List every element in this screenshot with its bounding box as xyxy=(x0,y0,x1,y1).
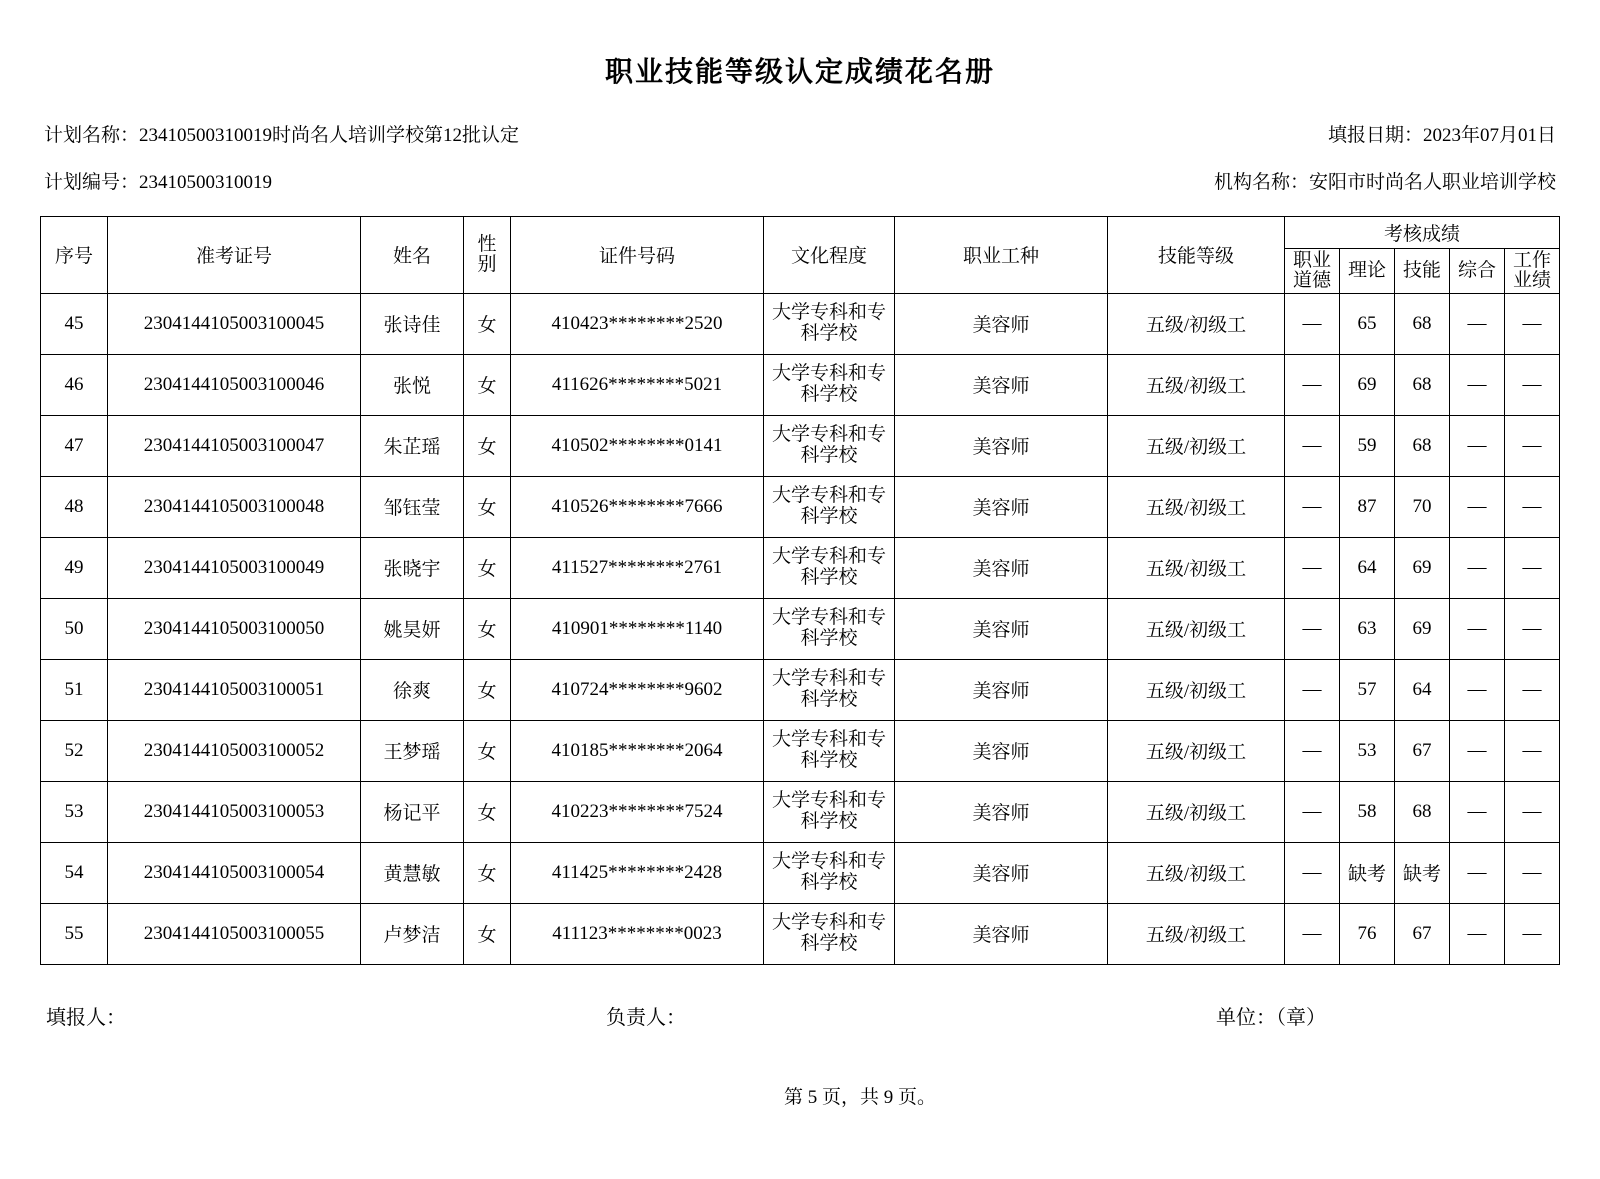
cell-occupation: 美容师 xyxy=(895,842,1108,903)
cell-skill: 70 xyxy=(1395,476,1450,537)
cell-education: 大学专科和专科学校 xyxy=(764,537,895,598)
table-row xyxy=(41,293,1560,354)
cell-skill: 64 xyxy=(1395,659,1450,720)
cell-ethic: — xyxy=(1285,354,1340,415)
page-number: 第 5 页，共 9 页。 xyxy=(783,1086,936,1108)
th-exam-group: 考核成绩 xyxy=(1285,217,1560,249)
cell-occupation: 美容师 xyxy=(895,537,1108,598)
cell-level: 五级/初级工 xyxy=(1108,415,1285,476)
roster-table xyxy=(40,216,1560,965)
table-row xyxy=(41,781,1560,842)
cell-name: 徐爽 xyxy=(361,659,464,720)
cell-education: 大学专科和专科学校 xyxy=(764,903,895,964)
cell-name: 张晓宇 xyxy=(361,537,464,598)
table-row xyxy=(41,354,1560,415)
th-education: 文化程度 xyxy=(764,217,895,294)
cell-level: 五级/初级工 xyxy=(1108,293,1285,354)
cell-admit-no: 2304144105003100048 xyxy=(108,476,361,537)
table-row xyxy=(41,720,1560,781)
cell-performance: — xyxy=(1505,598,1560,659)
cell-ethic: — xyxy=(1285,903,1340,964)
cell-comprehensive: — xyxy=(1450,293,1505,354)
cell-theory: 63 xyxy=(1340,598,1395,659)
cell-name: 卢梦洁 xyxy=(361,903,464,964)
cell-id-no: 411425********2428 xyxy=(511,842,764,903)
cell-ethic: — xyxy=(1285,659,1340,720)
cell-ethic: — xyxy=(1285,842,1340,903)
cell-level: 五级/初级工 xyxy=(1108,354,1285,415)
cell-performance: — xyxy=(1505,476,1560,537)
cell-sex: 女 xyxy=(464,537,511,598)
cell-admit-no: 2304144105003100053 xyxy=(108,781,361,842)
cell-sex: 女 xyxy=(464,293,511,354)
table-row xyxy=(41,842,1560,903)
document-page xyxy=(0,50,1600,1179)
cell-ethic: — xyxy=(1285,293,1340,354)
cell-skill: 68 xyxy=(1395,354,1450,415)
table-header xyxy=(41,217,1560,294)
cell-admit-no: 2304144105003100054 xyxy=(108,842,361,903)
cell-occupation: 美容师 xyxy=(895,354,1108,415)
cell-sex: 女 xyxy=(464,781,511,842)
cell-education: 大学专科和专科学校 xyxy=(764,354,895,415)
cell-skill: 67 xyxy=(1395,720,1450,781)
cell-comprehensive: — xyxy=(1450,720,1505,781)
header-row-1 xyxy=(41,217,1560,249)
signature-row xyxy=(40,1001,1560,1030)
cell-education: 大学专科和专科学校 xyxy=(764,293,895,354)
cell-skill: 67 xyxy=(1395,903,1450,964)
meta-row-top xyxy=(40,120,1560,147)
cell-occupation: 美容师 xyxy=(895,293,1108,354)
cell-seq: 46 xyxy=(41,354,108,415)
cell-name: 邹钰莹 xyxy=(361,476,464,537)
cell-theory: 53 xyxy=(1340,720,1395,781)
cell-occupation: 美容师 xyxy=(895,598,1108,659)
cell-performance: — xyxy=(1505,842,1560,903)
table-row xyxy=(41,537,1560,598)
cell-admit-no: 2304144105003100050 xyxy=(108,598,361,659)
leader-label: 负责人： xyxy=(606,1006,686,1029)
cell-seq: 54 xyxy=(41,842,108,903)
cell-id-no: 410526********7666 xyxy=(511,476,764,537)
cell-ethic: — xyxy=(1285,476,1340,537)
cell-name: 张诗佳 xyxy=(361,293,464,354)
meta-row-bottom xyxy=(40,167,1560,194)
cell-performance: — xyxy=(1505,354,1560,415)
cell-education: 大学专科和专科学校 xyxy=(764,659,895,720)
page-title: 职业技能等级认定成绩花名册 xyxy=(604,56,995,87)
cell-id-no: 410502********0141 xyxy=(511,415,764,476)
cell-name: 杨记平 xyxy=(361,781,464,842)
cell-ethic: — xyxy=(1285,781,1340,842)
organization-value: 安阳市时尚名人职业培训学校 xyxy=(1308,172,1556,193)
plan-number xyxy=(44,167,272,194)
cell-skill: 69 xyxy=(1395,598,1450,659)
cell-sex: 女 xyxy=(464,903,511,964)
cell-education: 大学专科和专科学校 xyxy=(764,720,895,781)
cell-ethic: — xyxy=(1285,720,1340,781)
cell-sex: 女 xyxy=(464,598,511,659)
cell-theory: 缺考 xyxy=(1340,842,1395,903)
cell-admit-no: 2304144105003100049 xyxy=(108,537,361,598)
cell-comprehensive: — xyxy=(1450,842,1505,903)
report-date-label: 填报日期： xyxy=(1327,125,1423,146)
cell-seq: 55 xyxy=(41,903,108,964)
th-skill: 技能 xyxy=(1395,249,1450,294)
organization xyxy=(1214,167,1556,194)
cell-performance: — xyxy=(1505,781,1560,842)
cell-id-no: 411626********5021 xyxy=(511,354,764,415)
cell-level: 五级/初级工 xyxy=(1108,903,1285,964)
cell-performance: — xyxy=(1505,537,1560,598)
unit-seal-label: 单位：（章） xyxy=(1216,1006,1326,1029)
cell-id-no: 410185********2064 xyxy=(511,720,764,781)
cell-theory: 57 xyxy=(1340,659,1395,720)
th-performance: 工作 业绩 xyxy=(1505,249,1560,294)
table-row xyxy=(41,476,1560,537)
cell-seq: 48 xyxy=(41,476,108,537)
cell-ethic: — xyxy=(1285,598,1340,659)
cell-education: 大学专科和专科学校 xyxy=(764,415,895,476)
th-name: 姓名 xyxy=(361,217,464,294)
cell-education: 大学专科和专科学校 xyxy=(764,842,895,903)
cell-seq: 49 xyxy=(41,537,108,598)
cell-skill: 缺考 xyxy=(1395,842,1450,903)
cell-name: 姚昊妍 xyxy=(361,598,464,659)
cell-skill: 68 xyxy=(1395,293,1450,354)
cell-theory: 87 xyxy=(1340,476,1395,537)
th-level: 技能等级 xyxy=(1108,217,1285,294)
cell-sex: 女 xyxy=(464,659,511,720)
cell-performance: — xyxy=(1505,659,1560,720)
cell-seq: 50 xyxy=(41,598,108,659)
cell-ethic: — xyxy=(1285,415,1340,476)
cell-sex: 女 xyxy=(464,720,511,781)
cell-theory: 76 xyxy=(1340,903,1395,964)
cell-education: 大学专科和专科学校 xyxy=(764,781,895,842)
plan-name-label: 计划名称： xyxy=(44,125,140,146)
th-id-no: 证件号码 xyxy=(511,217,764,294)
table-row xyxy=(41,903,1560,964)
cell-sex: 女 xyxy=(464,476,511,537)
cell-education: 大学专科和专科学校 xyxy=(764,598,895,659)
cell-occupation: 美容师 xyxy=(895,781,1108,842)
cell-skill: 68 xyxy=(1395,415,1450,476)
cell-occupation: 美容师 xyxy=(895,903,1108,964)
cell-level: 五级/初级工 xyxy=(1108,781,1285,842)
cell-performance: — xyxy=(1505,903,1560,964)
cell-name: 王梦瑶 xyxy=(361,720,464,781)
plan-name xyxy=(44,120,519,147)
cell-theory: 59 xyxy=(1340,415,1395,476)
table-body xyxy=(41,293,1560,964)
cell-sex: 女 xyxy=(464,354,511,415)
th-theory: 理论 xyxy=(1340,249,1395,294)
cell-admit-no: 2304144105003100047 xyxy=(108,415,361,476)
organization-label: 机构名称： xyxy=(1213,172,1309,193)
cell-education: 大学专科和专科学校 xyxy=(764,476,895,537)
cell-seq: 45 xyxy=(41,293,108,354)
th-sex: 性 别 xyxy=(464,217,511,294)
cell-admit-no: 2304144105003100052 xyxy=(108,720,361,781)
cell-admit-no: 2304144105003100046 xyxy=(108,354,361,415)
cell-comprehensive: — xyxy=(1450,476,1505,537)
cell-comprehensive: — xyxy=(1450,659,1505,720)
report-date xyxy=(1328,120,1556,147)
report-date-value: 2023年07月01日 xyxy=(1422,125,1556,146)
cell-seq: 53 xyxy=(41,781,108,842)
th-admit-no: 准考证号 xyxy=(108,217,361,294)
cell-seq: 52 xyxy=(41,720,108,781)
cell-id-no: 410223********7524 xyxy=(511,781,764,842)
cell-name: 黄慧敏 xyxy=(361,842,464,903)
cell-performance: — xyxy=(1505,415,1560,476)
cell-level: 五级/初级工 xyxy=(1108,842,1285,903)
cell-id-no: 410423********2520 xyxy=(511,293,764,354)
table-row xyxy=(41,598,1560,659)
cell-level: 五级/初级工 xyxy=(1108,476,1285,537)
cell-level: 五级/初级工 xyxy=(1108,720,1285,781)
cell-comprehensive: — xyxy=(1450,537,1505,598)
plan-number-label: 计划编号： xyxy=(44,172,140,193)
cell-comprehensive: — xyxy=(1450,781,1505,842)
cell-comprehensive: — xyxy=(1450,903,1505,964)
cell-admit-no: 2304144105003100051 xyxy=(108,659,361,720)
cell-comprehensive: — xyxy=(1450,354,1505,415)
cell-id-no: 411123********0023 xyxy=(511,903,764,964)
cell-admit-no: 2304144105003100055 xyxy=(108,903,361,964)
cell-theory: 65 xyxy=(1340,293,1395,354)
cell-level: 五级/初级工 xyxy=(1108,598,1285,659)
cell-comprehensive: — xyxy=(1450,598,1505,659)
cell-id-no: 410901********1140 xyxy=(511,598,764,659)
cell-level: 五级/初级工 xyxy=(1108,537,1285,598)
cell-occupation: 美容师 xyxy=(895,415,1108,476)
table-row xyxy=(41,659,1560,720)
cell-id-no: 410724********9602 xyxy=(511,659,764,720)
cell-performance: — xyxy=(1505,720,1560,781)
cell-name: 张悦 xyxy=(361,354,464,415)
cell-comprehensive: — xyxy=(1450,415,1505,476)
th-occupation: 职业工种 xyxy=(895,217,1108,294)
cell-sex: 女 xyxy=(464,842,511,903)
cell-occupation: 美容师 xyxy=(895,476,1108,537)
cell-skill: 69 xyxy=(1395,537,1450,598)
th-comprehensive: 综合 xyxy=(1450,249,1505,294)
cell-theory: 58 xyxy=(1340,781,1395,842)
cell-occupation: 美容师 xyxy=(895,720,1108,781)
cell-ethic: — xyxy=(1285,537,1340,598)
plan-number-value: 23410500310019 xyxy=(139,172,273,193)
table-row xyxy=(41,415,1560,476)
cell-theory: 64 xyxy=(1340,537,1395,598)
cell-seq: 47 xyxy=(41,415,108,476)
filler-label: 填报人： xyxy=(46,1006,126,1029)
cell-name: 朱芷瑶 xyxy=(361,415,464,476)
cell-level: 五级/初级工 xyxy=(1108,659,1285,720)
cell-id-no: 411527********2761 xyxy=(511,537,764,598)
cell-performance: — xyxy=(1505,293,1560,354)
cell-seq: 51 xyxy=(41,659,108,720)
cell-theory: 69 xyxy=(1340,354,1395,415)
th-seq: 序号 xyxy=(41,217,108,294)
cell-occupation: 美容师 xyxy=(895,659,1108,720)
cell-skill: 68 xyxy=(1395,781,1450,842)
plan-name-value: 23410500310019时尚名人培训学校第12批认定 xyxy=(139,125,520,146)
cell-sex: 女 xyxy=(464,415,511,476)
th-ethic: 职业 道德 xyxy=(1285,249,1340,294)
cell-admit-no: 2304144105003100045 xyxy=(108,293,361,354)
